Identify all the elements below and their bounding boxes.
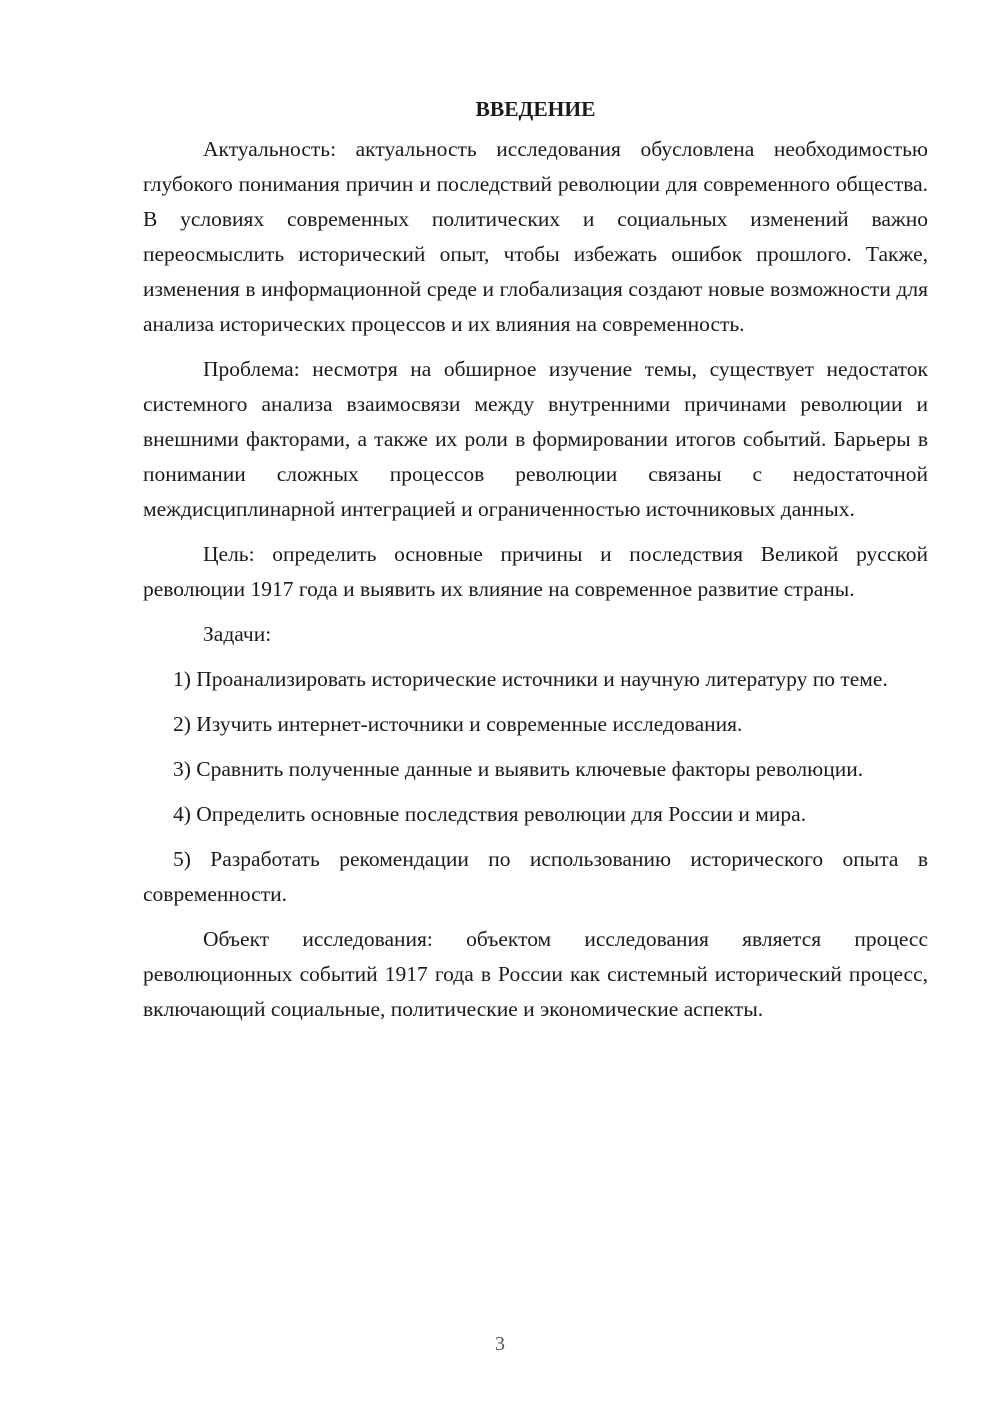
object-paragraph: Объект исследования: объектом исследования является процесс революционных событий 1917 года в России как системный исторический процесс, включающий социальные, политические и экономические аспекты. — [143, 927, 928, 1021]
relevance-paragraph: Актуальность: актуальность исследования обусловлена необходимостью глубокого понимания причин и последствий революции для современного общества. В условиях современных политических и социальных изменений важно переосмыслить исторический опыт, чтобы избежать ошибок прошлого. Также, изменения в информационной среде и глобализация создают новые возможности для анализа исторических процессов и их влияния на современность. — [143, 137, 928, 336]
section-heading: ВВЕДЕНИЕ — [475, 97, 596, 121]
task-item: 2) Изучить интернет-источники и современные исследования. — [173, 712, 743, 736]
problem-paragraph: Проблема: несмотря на обширное изучение темы, существует недостаток системного анализа взаимосвязи между внутренними причинами революции и внешними факторами, а также их роли в формировании итогов событий. Барьеры в понимании сложных процессов революции связаны с недостаточной междисциплинарной интеграцией и ограниченностью источниковых данных. — [143, 357, 928, 521]
document-page — [143, 92, 928, 1037]
task-item: 1) Проанализировать исторические источники и научную литературу по теме. — [173, 667, 888, 691]
goal-paragraph: Цель: определить основные причины и последствия Великой русской революции 1917 года и выявить их влияние на современное развитие страны. — [143, 542, 928, 601]
task-item: 3) Сравнить полученные данные и выявить ключевые факторы революции. — [173, 757, 864, 781]
tasks-label: Задачи: — [203, 622, 272, 646]
task-item: 5) Разработать рекомендации по использованию исторического опыта в современности. — [143, 847, 928, 906]
tasks-list — [143, 662, 928, 912]
task-item: 4) Определить основные последствия революции для России и мира. — [173, 802, 807, 826]
page-number: 3 — [495, 1333, 505, 1355]
